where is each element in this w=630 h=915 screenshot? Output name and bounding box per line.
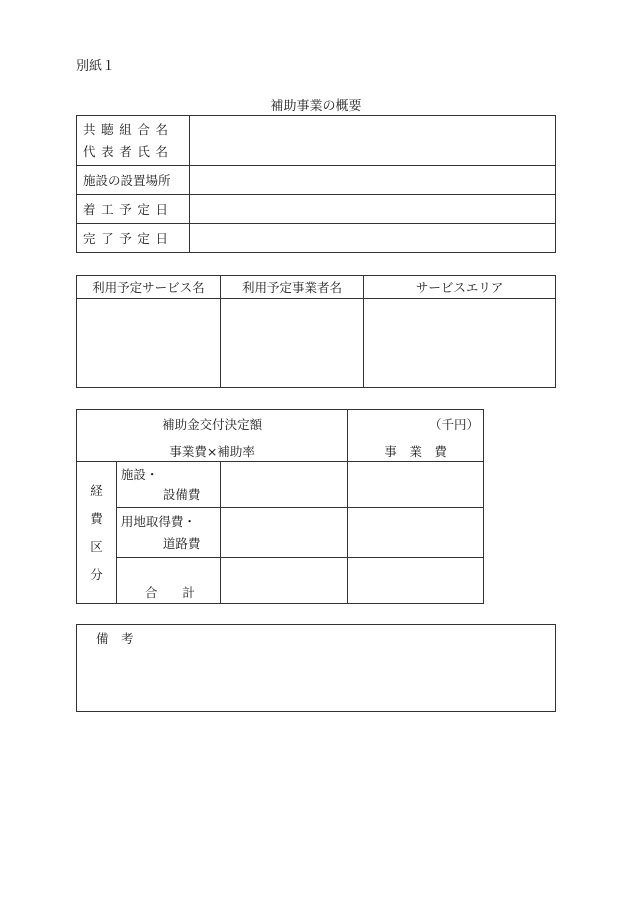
service-name-header: 利用予定サービス名	[77, 276, 221, 299]
facility-equipment-label	[116, 462, 220, 508]
installation-location-label: 施設の設置場所	[77, 166, 190, 195]
completion-date-label: 完了予定日	[77, 224, 190, 253]
land-cost-cell[interactable]	[348, 508, 484, 558]
item-line1: 施設・	[120, 466, 159, 482]
representative-name-label: 代表者氏名	[83, 143, 174, 159]
service-table	[76, 275, 556, 388]
item-line2: 道路費	[162, 535, 201, 551]
service-area-cell[interactable]	[364, 299, 556, 388]
table-row	[77, 195, 556, 224]
category-char: 区	[90, 538, 103, 554]
total-amount-cell[interactable]	[220, 558, 348, 604]
provider-name-header: 利用予定事業者名	[220, 276, 364, 299]
cost-header-cell	[348, 410, 484, 462]
completion-date-value[interactable]	[189, 224, 555, 253]
table-row	[77, 462, 484, 508]
facility-amount-cell[interactable]	[220, 462, 348, 508]
grant-amount-title: 補助金交付決定額	[162, 417, 263, 432]
installation-location-value[interactable]	[189, 166, 555, 195]
overview-table	[76, 115, 556, 253]
table-header-row	[77, 410, 484, 462]
land-amount-cell[interactable]	[220, 508, 348, 558]
item-line2: 設備費	[162, 486, 201, 502]
service-name-cell[interactable]	[77, 299, 221, 388]
category-char: 費	[90, 510, 103, 526]
land-road-label	[116, 508, 220, 558]
remarks-box	[76, 624, 556, 712]
grant-formula: 事業費×補助率	[169, 444, 255, 459]
remarks-label: 備 考	[96, 631, 134, 646]
table-row	[77, 116, 556, 166]
table-row	[77, 508, 484, 558]
union-name-label: 共聴組合名	[83, 121, 174, 137]
attachment-label: 別紙１	[76, 59, 116, 74]
total-cost-cell[interactable]	[348, 558, 484, 604]
service-area-header: サービスエリア	[364, 276, 556, 299]
label-cell	[77, 116, 190, 166]
start-date-label: 着工予定日	[77, 195, 190, 224]
cost-header: 事 業 費	[384, 444, 447, 459]
category-char: 経	[90, 482, 103, 498]
grant-amount-header	[77, 410, 348, 462]
grant-table	[76, 409, 484, 604]
total-label	[116, 558, 220, 604]
category-char: 分	[90, 566, 103, 582]
page-title: 補助事業の概要	[270, 99, 362, 114]
table-row	[77, 558, 484, 604]
table-header-row	[77, 276, 556, 299]
provider-name-cell[interactable]	[220, 299, 364, 388]
remarks-value[interactable]	[96, 649, 547, 705]
union-representative-value[interactable]	[189, 116, 555, 166]
facility-cost-cell[interactable]	[348, 462, 484, 508]
table-row	[77, 166, 556, 195]
item-line1: 用地取得費・	[120, 513, 196, 529]
table-row	[77, 299, 556, 388]
table-row	[77, 224, 556, 253]
unit-label: （千円）	[428, 417, 479, 432]
cost-category-cell	[77, 462, 117, 604]
start-date-value[interactable]	[189, 195, 555, 224]
total-text: 合 計	[144, 585, 195, 600]
